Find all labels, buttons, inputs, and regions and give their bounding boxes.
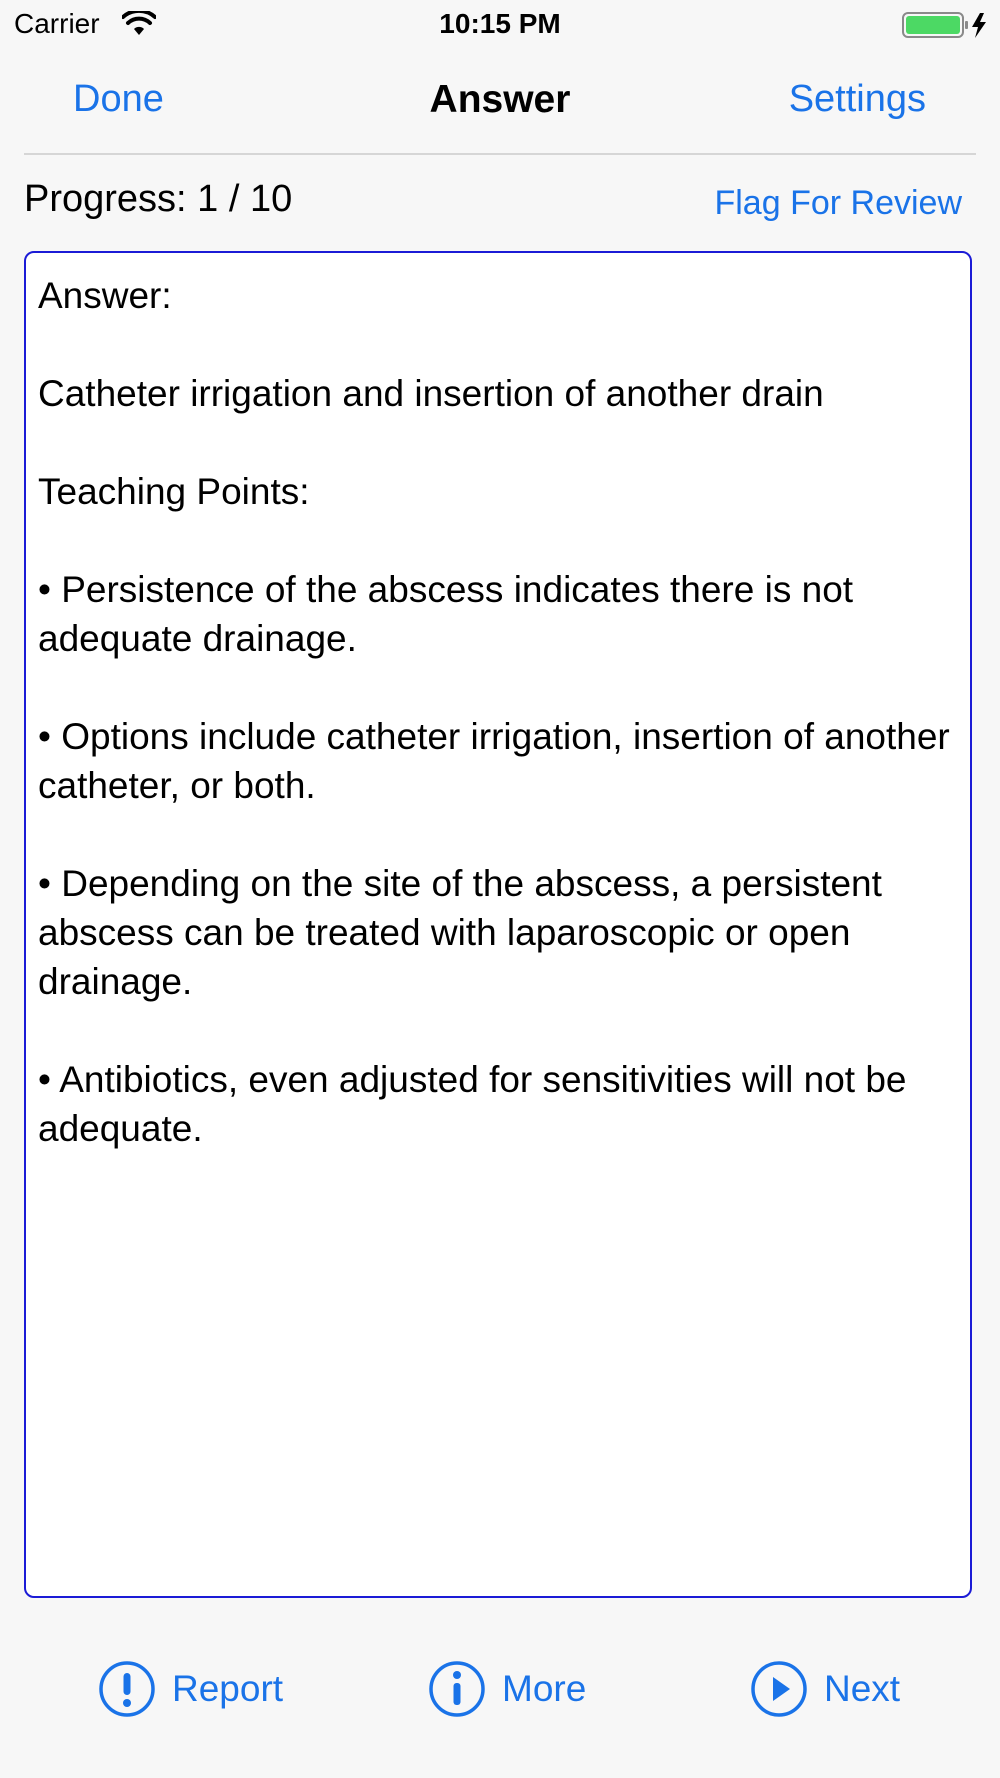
report-button[interactable] xyxy=(98,1658,283,1720)
bottom-toolbar xyxy=(0,1640,1000,1740)
carrier-label: Carrier xyxy=(14,8,100,39)
settings-button[interactable]: Settings xyxy=(788,78,926,120)
teaching-point: • Persistence of the abscess indicates there is not adequate drainage. xyxy=(38,569,854,659)
answer-text-area[interactable] xyxy=(24,251,972,1598)
nav-divider xyxy=(24,153,976,155)
next-label: Next xyxy=(824,1668,901,1709)
status-bar xyxy=(0,0,1000,50)
answer-text: Catheter irrigation and insertion of another drain xyxy=(38,373,824,414)
report-label: Report xyxy=(172,1668,284,1709)
teaching-point: • Antibiotics, even adjusted for sensitivities will not be adequate. xyxy=(38,1059,907,1149)
next-button[interactable] xyxy=(750,1658,900,1720)
answer-heading: Answer: xyxy=(38,275,172,316)
info-circle-icon xyxy=(428,1660,486,1718)
flag-for-review-button[interactable]: Flag For Review xyxy=(714,184,962,222)
battery-charging-icon xyxy=(902,11,992,39)
more-button[interactable] xyxy=(428,1658,586,1720)
done-button[interactable]: Done xyxy=(73,78,164,120)
teaching-points-heading: Teaching Points: xyxy=(38,471,310,512)
more-label: More xyxy=(502,1668,587,1709)
progress-label: Progress: 1 / 10 xyxy=(24,178,293,220)
teaching-point: • Options include catheter irrigation, insertion of another catheter, or both. xyxy=(38,716,950,806)
exclamation-circle-icon xyxy=(98,1660,156,1718)
navigation-bar xyxy=(0,50,1000,154)
teaching-point: • Depending on the site of the abscess, a persistent abscess can be treated with laparoscopic or open drainage. xyxy=(38,863,882,1002)
page-title: Answer xyxy=(429,78,571,121)
play-circle-icon xyxy=(750,1660,808,1718)
status-time: 10:15 PM xyxy=(439,8,561,39)
